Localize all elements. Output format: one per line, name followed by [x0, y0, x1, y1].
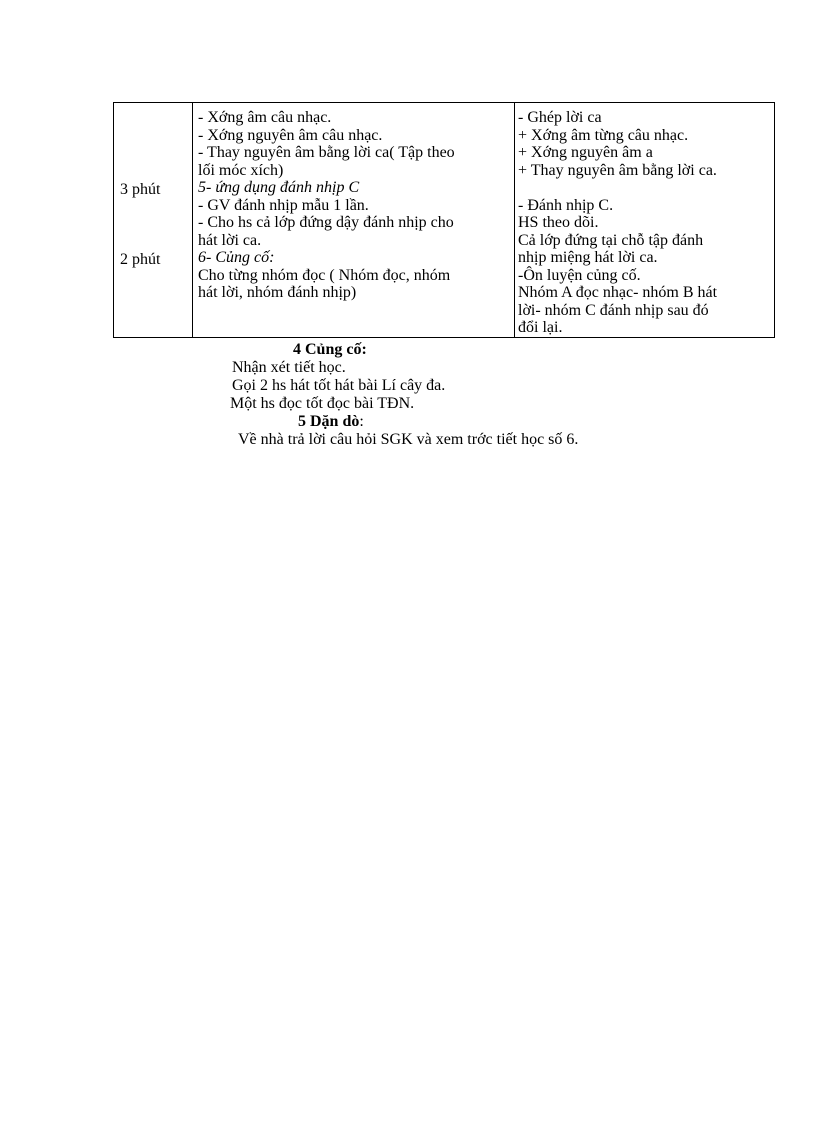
section-4-line: Nhận xét tiết học.: [232, 359, 346, 376]
section-4-line: Một hs đọc tốt đọc bài TĐN.: [230, 395, 415, 412]
section-5-heading: [298, 413, 364, 431]
teacher-line: hát lời, nhóm đánh nhịp): [198, 284, 357, 301]
student-line: -Ôn luyện củng cố.: [518, 266, 641, 284]
section-5-line: Về nhà trả lời câu hỏi SGK và xem trớc tiết học số 6.: [238, 431, 579, 448]
teacher-line: - Xớng âm câu nhạc.: [198, 109, 332, 126]
student-line: - Đánh nhịp C.: [518, 196, 614, 214]
time-label-1: 3 phút: [120, 181, 161, 198]
column-divider-1: [192, 103, 193, 337]
section-5-heading-colon: :: [359, 413, 364, 430]
section-4-line: Gọi 2 hs hát tốt hát bài Lí cây đa.: [232, 377, 446, 394]
teacher-line: lối móc xích): [198, 161, 284, 179]
teacher-line: - Cho hs cả lớp đứng dậy đánh nhịp cho: [198, 214, 454, 231]
teacher-line: Cho từng nhóm đọc ( Nhóm đọc, nhóm: [198, 266, 451, 284]
student-line: + Xớng nguyên âm a: [518, 144, 653, 161]
section-4-heading: 4 Củng cố:: [293, 341, 367, 358]
teacher-line: - Xớng nguyên âm câu nhạc.: [198, 126, 383, 144]
student-line: + Xớng âm từng câu nhạc.: [518, 126, 689, 144]
student-line: [518, 179, 717, 197]
subsection-heading-5: 5- ứng dụng đánh nhịp C: [198, 179, 360, 196]
student-line: Nhóm A đọc nhạc- nhóm B hát: [518, 284, 718, 301]
teacher-line: - GV đánh nhịp mẫu 1 lần.: [198, 196, 369, 214]
student-line: - Ghép lời ca: [518, 109, 602, 126]
section-5-heading-text: 5 Dặn dò: [298, 413, 360, 430]
column-divider-2: [514, 103, 515, 337]
student-activities-column: [518, 109, 717, 337]
student-line: nhịp miệng hát lời ca.: [518, 249, 658, 266]
student-line: Cả lớp đứng tại chỗ tập đánh: [518, 231, 704, 249]
student-line: đổi lại.: [518, 319, 563, 336]
student-line: HS theo dõi.: [518, 214, 599, 231]
teacher-line: hát lời ca.: [198, 231, 262, 249]
teacher-activities-column: [198, 109, 455, 302]
lesson-table: [113, 102, 775, 338]
subsection-heading-6: 6- Củng cố:: [198, 249, 275, 266]
student-line: lời- nhóm C đánh nhịp sau đó: [518, 301, 709, 319]
teacher-line: - Thay nguyên âm bằng lời ca( Tập theo: [198, 144, 455, 161]
student-line: + Thay nguyên âm bằng lời ca.: [518, 161, 717, 179]
time-label-2: 2 phút: [120, 251, 161, 268]
